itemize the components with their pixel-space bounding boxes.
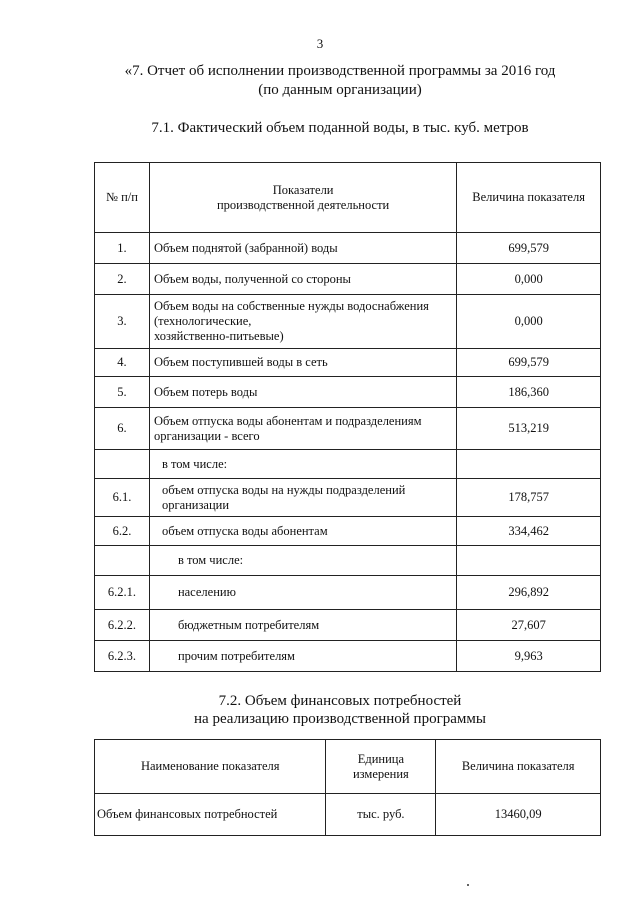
header-unit-line2: измерения [352,766,409,781]
row-name [149,479,456,517]
header-name: Наименование показателя [95,740,326,794]
table-row [95,546,601,576]
row-num: 1. [95,233,150,264]
table-header-row [95,740,601,794]
row-name: в том числе: [149,546,456,576]
financial-needs-table [94,739,601,836]
header-indicator-line2: производственной деятельности [216,197,390,212]
row-value: 27,607 [457,610,601,641]
row-num: 5. [95,377,150,408]
water-volume-table [94,162,601,672]
row-num: 6.2.2. [95,610,150,641]
row-name: бюджетным потребителям [149,610,456,641]
header-value: Величина показателя [457,163,601,233]
header-unit [326,740,436,794]
table-row [95,408,601,450]
table-row [95,641,601,672]
row-name-line1: Объем отпуска воды абонентам и подразделениям [153,413,422,428]
row-num: 3. [95,295,150,349]
table-row [95,233,601,264]
page-number: 3 [316,36,324,51]
row-value: 186,360 [457,377,601,408]
row-value: 296,892 [457,576,601,610]
row-name [149,408,456,450]
row-num [95,546,150,576]
row-name: Объем воды, полученной со стороны [149,264,456,295]
row-name-line2: организации [161,497,230,512]
section-2-title-line2: на реализацию производственной программы [194,711,486,727]
table-row [95,517,601,546]
row-name: Объем потерь воды [149,377,456,408]
table-row [95,450,601,479]
row-num: 6.2.1. [95,576,150,610]
section-2-title [90,692,590,728]
table-row [95,349,601,377]
row-num: 2. [95,264,150,295]
table-header-row [95,163,601,233]
header-indicator-line1: Показатели [272,182,334,197]
row-value: 699,579 [457,349,601,377]
row-name-line1: Объем воды на собственные нужды водоснабжения [153,299,429,313]
header-unit-line1: Единица [357,751,405,766]
table-row [95,479,601,517]
report-title-line1: «7. Отчет об исполнении производственной программы за 2016 год [124,63,556,79]
row-value: 0,000 [457,264,601,295]
row-num: 6.2. [95,517,150,546]
row-value: 13460,09 [436,794,601,836]
row-value [457,450,601,479]
row-value: 334,462 [457,517,601,546]
row-num: 4. [95,349,150,377]
row-value: 513,219 [457,408,601,450]
row-name-line1: объем отпуска воды на нужды подразделений [161,482,406,497]
table-row [95,295,601,349]
table-row [95,794,601,836]
row-value [457,546,601,576]
row-name-line2: (технологические, [153,314,252,328]
scan-speck [467,884,469,886]
row-unit: тыс. руб. [326,794,436,836]
table-row [95,264,601,295]
row-value: 178,757 [457,479,601,517]
header-indicator [149,163,456,233]
row-value: 0,000 [457,295,601,349]
row-name: Объем поступившей воды в сеть [149,349,456,377]
header-num: № п/п [95,163,150,233]
row-name-line3: хозяйственно-питьевые) [153,329,284,343]
row-name-line2: организации - всего [153,428,260,443]
row-num: 6.2.3. [95,641,150,672]
row-name: прочим потребителям [149,641,456,672]
row-num: 6.1. [95,479,150,517]
report-title [90,62,590,100]
row-name: Объем поднятой (забранной) воды [149,233,456,264]
row-name [149,295,456,349]
section-1-title: 7.1. Фактический объем поданной воды, в тыс. куб. метров [151,120,529,136]
table-row [95,377,601,408]
row-value: 699,579 [457,233,601,264]
row-name: в том числе: [149,450,456,479]
table-row [95,576,601,610]
section-2-title-line1: 7.2. Объем финансовых потребностей [218,693,462,709]
table-row [95,610,601,641]
report-title-line2: (по данным организации) [258,82,422,98]
row-name: объем отпуска воды абонентам [149,517,456,546]
row-value: 9,963 [457,641,601,672]
row-name: населению [149,576,456,610]
header-value: Величина показателя [436,740,601,794]
row-num [95,450,150,479]
row-num: 6. [95,408,150,450]
row-name: Объем финансовых потребностей [95,794,326,836]
